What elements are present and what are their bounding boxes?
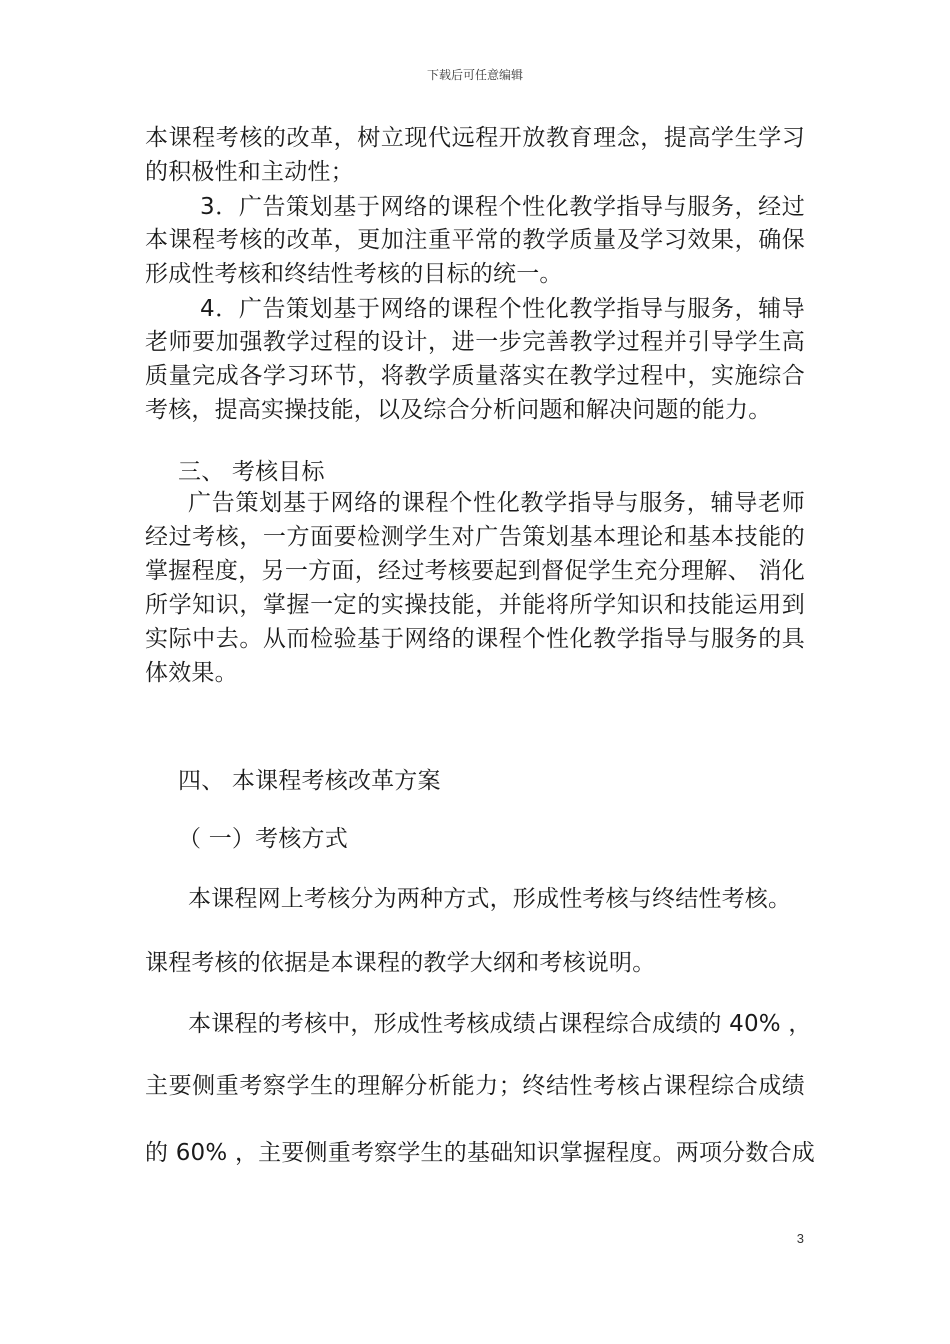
body-line-3: 3．广告策划基于网络的课程个性化教学指导与服务，经过 [200,194,805,220]
page-number: 3 [796,1231,804,1246]
section-3-line-3: 掌握程度，另一方面，经过考核要起到督促学生充分理解、 消化 [145,558,805,584]
section-4-line-1: 本课程网上考核分为两种方式，形成性考核与终结性考核。 [188,886,792,912]
section-4-line-4: 主要侧重考察学生的理解分析能力；终结性考核占课程综合成绩 [145,1073,805,1099]
body-line-5: 形成性考核和终结性考核的目标的统一。 [145,261,563,287]
body-line-7: 老师要加强教学过程的设计，进一步完善教学过程并引导学生高 [145,329,805,355]
section-3-line-6: 体效果。 [145,660,238,686]
body-line-4: 本课程考核的改革，更加注重平常的教学质量及学习效果，确保 [145,227,805,253]
body-line-6: 4．广告策划基于网络的课程个性化教学指导与服务，辅导 [200,296,805,322]
section-3-line-4: 所学知识，掌握一定的实操技能，并能将所学知识和技能运用到 [145,592,805,618]
section-4-line-5: 的 60% ，主要侧重考察学生的基础知识掌握程度。两项分数合成 [145,1140,815,1166]
section-4-heading: 四、 本课程考核改革方案 [178,768,441,794]
section-3-line-1: 广告策划基于网络的课程个性化教学指导与服务，辅导老师 [188,490,805,516]
section-3-line-5: 实际中去。从而检验基于网络的课程个性化教学指导与服务的具 [145,626,805,652]
section-4-line-3: 本课程的考核中，形成性考核成绩占课程综合成绩的 40% ， [188,1011,812,1037]
body-line-1: 本课程考核的改革，树立现代远程开放教育理念，提高学生学习 [145,125,805,151]
section-4-line-2: 课程考核的依据是本课程的教学大纲和考核说明。 [145,950,656,976]
section-3-heading: 三、 考核目标 [178,459,325,485]
page-header: 下载后可任意编辑 [426,68,523,82]
body-line-9: 考核，提高实操技能，以及综合分析问题和解决问题的能力。 [145,397,772,423]
body-line-2: 的积极性和主动性； [145,159,354,185]
section-3-line-2: 经过考核，一方面要检测学生对广告策划基本理论和基本技能的 [145,524,805,550]
section-4-subheading: （ 一）考核方式 [178,826,348,852]
body-line-8: 质量完成各学习环节，将教学质量落实在教学过程中，实施综合 [145,363,805,389]
